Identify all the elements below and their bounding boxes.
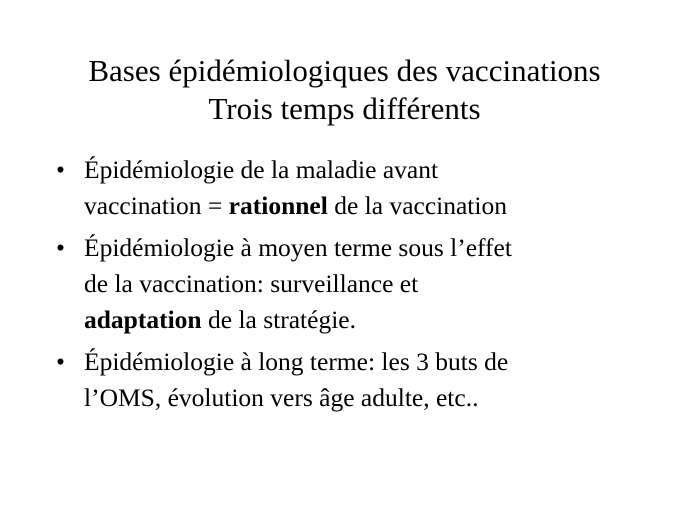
bullet-dot-icon: • (56, 347, 65, 376)
bullet-1-text: vaccination = (84, 191, 229, 220)
bullet-1-line-2 (84, 188, 664, 224)
bullet-1-line-1: Épidémiologie de la maladie avant (84, 155, 439, 184)
slide-title (0, 52, 689, 128)
bullet-item-2 (54, 230, 664, 338)
title-line-2: Trois temps différents (208, 91, 481, 126)
bullet-list (54, 152, 664, 422)
bullet-2-bold-term: adaptation (84, 305, 202, 334)
bullet-2-line-3 (84, 302, 664, 338)
bullet-3-line-1: Épidémiologie à long terme: les 3 buts de (84, 347, 509, 376)
bullet-1-text-end: de la vaccination (327, 191, 507, 220)
bullet-1-bold-term: rationnel (228, 191, 328, 220)
bullet-item-3 (54, 344, 664, 416)
bullet-2-line-1: Épidémiologie à moyen terme sous l’effet (84, 233, 512, 262)
bullet-item-1 (54, 152, 664, 224)
bullet-dot-icon: • (56, 233, 65, 262)
bullet-2-line-2: de la vaccination: surveillance et (84, 269, 419, 298)
bullet-dot-icon: • (56, 155, 65, 184)
title-line-1: Bases épidémiologiques des vaccinations (88, 53, 601, 88)
bullet-2-text-end: de la stratégie. (201, 305, 356, 334)
bullet-3-line-2: l’OMS, évolution vers âge adulte, etc.. (84, 383, 479, 412)
